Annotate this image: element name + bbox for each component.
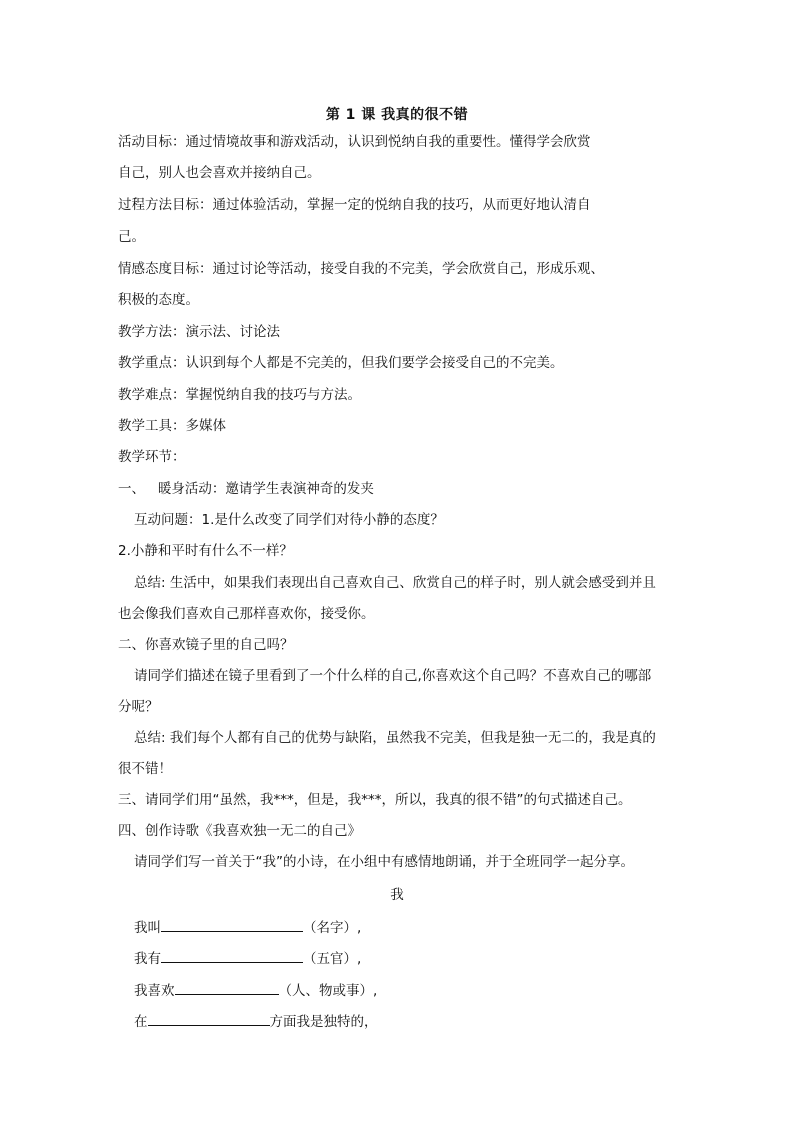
poem-line-name	[134, 917, 361, 937]
text-line: 总结: 我们每个人都有自己的优势与缺陷，虽然我不完美，但我是独一无二的，我是真的	[134, 730, 656, 746]
poem-line-suffix: （五官）,	[303, 951, 362, 967]
likes-blank[interactable]	[175, 980, 279, 995]
text-line: 教学工具：多媒体	[118, 418, 226, 434]
text-line: 活动目标：通过情境故事和游戏活动，认识到悦纳自我的重要性。懂得学会欣赏	[118, 134, 591, 150]
text-line: 2.小静和平时有什么不一样？	[118, 543, 293, 559]
text-line: 自己，别人也会喜欢并接纳自己。	[118, 165, 321, 181]
text-line: 教学方法：演示法、讨论法	[118, 324, 280, 340]
poem-line-features	[134, 948, 361, 968]
poem-title: 我	[390, 887, 404, 903]
features-blank[interactable]	[161, 948, 303, 963]
poem-line-suffix: 方面我是独特的，	[269, 1014, 378, 1030]
poem-line-prefix: 我有	[134, 951, 161, 967]
poem-line-prefix: 我喜欢	[134, 983, 175, 999]
text-line: 教学环节：	[118, 449, 186, 465]
text-line: 互动问题：1.是什么改变了同学们对待小静的态度？	[134, 512, 444, 528]
text-line: 教学难点：掌握悦纳自我的技巧与方法。	[118, 387, 361, 403]
text-line: 请同学们描述在镜子里看到了一个什么样的自己,你喜欢这个自己吗？不喜欢自己的哪部	[134, 668, 652, 684]
section-heading: 四、创作诗歌《我喜欢独一无二的自己》	[118, 823, 361, 839]
poem-line-suffix: （人、物或事）,	[278, 983, 378, 999]
text-line: 也会像我们喜欢自己那样喜欢你，接受你。	[118, 606, 375, 622]
text-line: 教学重点：认识到每个人都是不完美的，但我们要学会接受自己的不完美。	[118, 355, 564, 371]
name-blank[interactable]	[161, 917, 303, 932]
text-line: 过程方法目标：通过体验活动，掌握一定的悦纳自我的技巧，从而更好地认清自	[118, 197, 591, 213]
unique-blank[interactable]	[148, 1011, 270, 1026]
text-line: 积极的态度。	[118, 292, 199, 308]
section-heading: 一、 暖身活动：邀请学生表演神奇的发夹	[118, 481, 374, 497]
text-line: 情感态度目标：通过讨论等活动，接受自我的不完美，学会欣赏自己，形成乐观、	[118, 261, 604, 277]
text-line: 总结: 生活中，如果我们表现出自己喜欢自己、欣赏自己的样子时，别人就会感受到并且	[134, 575, 656, 591]
poem-line-prefix: 在	[134, 1014, 148, 1030]
text-line: 很不错！	[118, 761, 172, 777]
text-line: 请同学们写一首关于“我”的小诗，在小组中有感情地朗诵，并于全班同学一起分享。	[134, 854, 634, 870]
poem-line-unique	[134, 1011, 378, 1031]
text-line: 分呢？	[118, 699, 159, 715]
poem-line-likes	[134, 980, 377, 1000]
poem-line-prefix: 我叫	[134, 920, 161, 936]
text-line: 己。	[118, 229, 145, 245]
poem-line-suffix: （名字）,	[303, 920, 362, 936]
section-heading: 三、请同学们用“虽然，我***，但是，我***，所以，我真的很不错”的句式描述自己。	[118, 792, 632, 808]
page-title: 第 1 课 我真的很不错	[325, 107, 469, 123]
section-heading: 二、你喜欢镜子里的自己吗？	[118, 637, 294, 653]
